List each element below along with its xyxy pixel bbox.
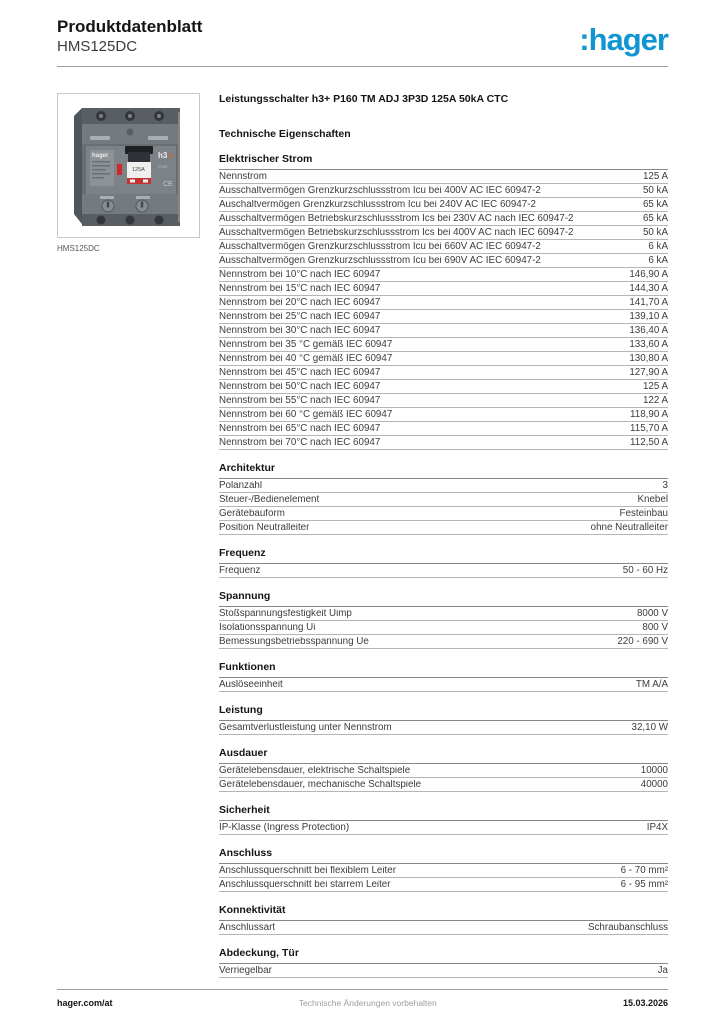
spec-value: ohne Neutralleiter (590, 522, 668, 533)
spec-row (219, 521, 668, 535)
spec-row (219, 422, 668, 436)
spec-label: Gerätelebensdauer, mechanische Schaltspiele (219, 780, 422, 790)
section-heading: Architektur (219, 462, 668, 479)
spec-label: Nennstrom bei 30°C nach IEC 60947 (219, 326, 381, 336)
spec-row (219, 240, 668, 254)
svg-text:CE: CE (162, 180, 173, 188)
spec-section (219, 947, 668, 978)
spec-value: IP4X (646, 822, 668, 833)
svg-text:P160: P160 (157, 163, 167, 169)
spec-row (219, 864, 668, 878)
footer-website: hager.com/at (57, 998, 113, 1008)
spec-value: 6 - 95 mm² (620, 879, 668, 890)
spec-label: IP-Klasse (Ingress Protection) (219, 823, 350, 833)
spec-label: Auschaltvermögen Grenzkurzschlussstrom Icu bei 240V AC IEC 60947-2 (219, 200, 536, 210)
spec-section (219, 462, 668, 535)
spec-label: Position Neutralleiter (219, 523, 310, 533)
circuit-breaker-image (70, 102, 188, 230)
spec-value: 125 A (642, 381, 668, 392)
tech-properties-heading: Technische Eigenschaften (219, 128, 351, 140)
spec-row (219, 436, 668, 450)
product-code: HMS125DC (57, 38, 138, 56)
spec-value: 65 kA (642, 213, 668, 224)
spec-row (219, 678, 668, 692)
spec-label: Nennstrom bei 60 °C gemäß IEC 60947 (219, 410, 393, 420)
footer-disclaimer: Technische Änderungen vorbehalten (298, 998, 437, 1008)
spec-value: 6 kA (648, 241, 668, 252)
spec-row (219, 296, 668, 310)
spec-value: 40000 (640, 779, 668, 790)
spec-label: Anschlussart (219, 923, 276, 933)
spec-row (219, 778, 668, 792)
spec-value: 122 A (642, 395, 668, 406)
section-heading: Frequenz (219, 547, 668, 564)
spec-label: Nennstrom bei 20°C nach IEC 60947 (219, 298, 381, 308)
spec-label: Auslöseeinheit (219, 680, 283, 690)
spec-row (219, 764, 668, 778)
spec-label: Ausschaltvermögen Betriebskurzschlussstrom Ics bei 400V AC nach IEC 60947-2 (219, 228, 574, 238)
section-heading: Elektrischer Strom (219, 153, 668, 170)
spec-column (219, 93, 668, 978)
spec-value: 800 V (642, 622, 668, 633)
product-title: Leistungsschalter h3+ P160 TM ADJ 3P3D 125A 50kA CTC (219, 93, 509, 105)
section-heading: Sicherheit (219, 804, 668, 821)
spec-value: Festeinbau (619, 508, 668, 519)
spec-value: 136,40 A (629, 325, 668, 336)
spec-section (219, 704, 668, 735)
svg-text:+: + (167, 150, 173, 160)
spec-row (219, 226, 668, 240)
section-heading: Spannung (219, 590, 668, 607)
section-heading: Abdeckung, Tür (219, 947, 668, 964)
spec-row (219, 493, 668, 507)
spec-value: 139,10 A (629, 311, 668, 322)
spec-value: 146,90 A (629, 269, 668, 280)
spec-value: 6 - 70 mm² (620, 865, 668, 876)
spec-section (219, 590, 668, 649)
hager-logo: :hager (579, 22, 668, 57)
spec-row (219, 878, 668, 892)
spec-label: Isolationsspannung Ui (219, 623, 316, 633)
product-image-frame (57, 93, 200, 238)
spec-row (219, 282, 668, 296)
spec-value: 220 - 690 V (617, 636, 668, 647)
spec-row (219, 721, 668, 735)
spec-value: 3 (662, 480, 668, 491)
spec-section (219, 747, 668, 792)
spec-label: Nennstrom (219, 172, 267, 182)
spec-value: 130,80 A (629, 353, 668, 364)
spec-row (219, 268, 668, 282)
spec-row (219, 352, 668, 366)
page-header (57, 16, 668, 57)
spec-label: Nennstrom bei 10°C nach IEC 60947 (219, 270, 381, 280)
section-heading: Konnektivität (219, 904, 668, 921)
spec-value: 32,10 W (631, 722, 668, 733)
spec-label: Nennstrom bei 25°C nach IEC 60947 (219, 312, 381, 322)
spec-value: 50 - 60 Hz (622, 565, 668, 576)
spec-value: TM A/A (635, 679, 668, 690)
spec-label: Nennstrom bei 50°C nach IEC 60947 (219, 382, 381, 392)
spec-row (219, 408, 668, 422)
spec-row (219, 564, 668, 578)
product-image-caption: HMS125DC (57, 244, 100, 253)
spec-row (219, 964, 668, 978)
spec-sections (219, 153, 668, 978)
spec-label: Nennstrom bei 45°C nach IEC 60947 (219, 368, 381, 378)
spec-value: Ja (657, 965, 668, 976)
spec-label: Ausschaltvermögen Grenzkurzschlussstrom Icu bei 660V AC IEC 60947-2 (219, 242, 541, 252)
spec-label: Nennstrom bei 65°C nach IEC 60947 (219, 424, 381, 434)
spec-row (219, 921, 668, 935)
spec-label: Ausschaltvermögen Grenzkurzschlussstrom Icu bei 400V AC IEC 60947-2 (219, 186, 541, 196)
page-footer (57, 989, 668, 1008)
spec-section (219, 904, 668, 935)
spec-value: 141,70 A (629, 297, 668, 308)
spec-row (219, 184, 668, 198)
spec-label: Anschlussquerschnitt bei starrem Leiter (219, 880, 391, 890)
svg-text:h3: h3 (157, 150, 167, 160)
spec-row (219, 621, 668, 635)
spec-row (219, 254, 668, 268)
spec-label: Frequenz (219, 566, 261, 576)
section-heading: Leistung (219, 704, 668, 721)
section-heading: Ausdauer (219, 747, 668, 764)
spec-row (219, 212, 668, 226)
spec-row (219, 324, 668, 338)
spec-label: Nennstrom bei 40 °C gemäß IEC 60947 (219, 354, 393, 364)
spec-label: Nennstrom bei 70°C nach IEC 60947 (219, 438, 381, 448)
spec-label: Ausschaltvermögen Betriebskurzschlussstrom Ics bei 230V AC nach IEC 60947-2 (219, 214, 574, 224)
spec-row (219, 170, 668, 184)
spec-label: Verriegelbar (219, 966, 272, 976)
footer-date: 15.03.2026 (622, 998, 668, 1008)
svg-text:125A: 125A (131, 166, 145, 173)
spec-label: Nennstrom bei 15°C nach IEC 60947 (219, 284, 381, 294)
spec-label: Gerätebauform (219, 509, 285, 519)
spec-label: Gesamtverlustleistung unter Nennstrom (219, 723, 392, 733)
header-divider (57, 66, 668, 67)
spec-value: 50 kA (642, 227, 668, 238)
spec-section (219, 661, 668, 692)
spec-row (219, 198, 668, 212)
spec-value: Schraubanschluss (587, 922, 668, 933)
spec-label: Nennstrom bei 55°C nach IEC 60947 (219, 396, 381, 406)
spec-row (219, 479, 668, 493)
document-type-title: Produktdatenblatt (57, 17, 203, 36)
spec-value: Knebel (637, 494, 668, 505)
spec-label: Bemessungsbetriebsspannung Ue (219, 637, 369, 647)
spec-row (219, 394, 668, 408)
spec-value: 133,60 A (629, 339, 668, 350)
spec-row (219, 366, 668, 380)
spec-value: 118,90 A (630, 409, 668, 420)
spec-section (219, 547, 668, 578)
header-title-block (57, 16, 202, 57)
spec-value: 65 kA (642, 199, 668, 210)
spec-label: Nennstrom bei 35 °C gemäß IEC 60947 (219, 340, 393, 350)
spec-row (219, 607, 668, 621)
spec-label: Gerätelebensdauer, elektrische Schaltspiele (219, 766, 411, 776)
spec-label: Polanzahl (219, 481, 263, 491)
spec-row (219, 310, 668, 324)
spec-value: 112,50 A (630, 437, 668, 448)
spec-value: 50 kA (642, 185, 668, 196)
main-content (57, 93, 668, 978)
section-heading: Anschluss (219, 847, 668, 864)
spec-section (219, 153, 668, 450)
spec-value: 125 A (642, 171, 668, 182)
spec-value: 10000 (640, 765, 668, 776)
spec-value: 144,30 A (629, 283, 668, 294)
spec-value: 6 kA (648, 255, 668, 266)
spec-section (219, 804, 668, 835)
spec-label: Ausschaltvermögen Grenzkurzschlussstrom Icu bei 690V AC IEC 60947-2 (219, 256, 541, 266)
spec-label: Anschlussquerschnitt bei flexiblem Leiter (219, 866, 396, 876)
spec-value: 8000 V (636, 608, 668, 619)
spec-label: Stoßspannungsfestigkeit Uimp (219, 609, 352, 619)
spec-section (219, 847, 668, 892)
spec-row (219, 380, 668, 394)
svg-text:hager: hager (91, 152, 108, 159)
spec-row (219, 338, 668, 352)
section-heading: Funktionen (219, 661, 668, 678)
spec-row (219, 635, 668, 649)
spec-value: 127,90 A (629, 367, 668, 378)
spec-label: Steuer-/Bedienelement (219, 495, 320, 505)
product-image-column (57, 93, 201, 978)
spec-row (219, 507, 668, 521)
spec-value: 115,70 A (630, 423, 668, 434)
spec-row (219, 821, 668, 835)
